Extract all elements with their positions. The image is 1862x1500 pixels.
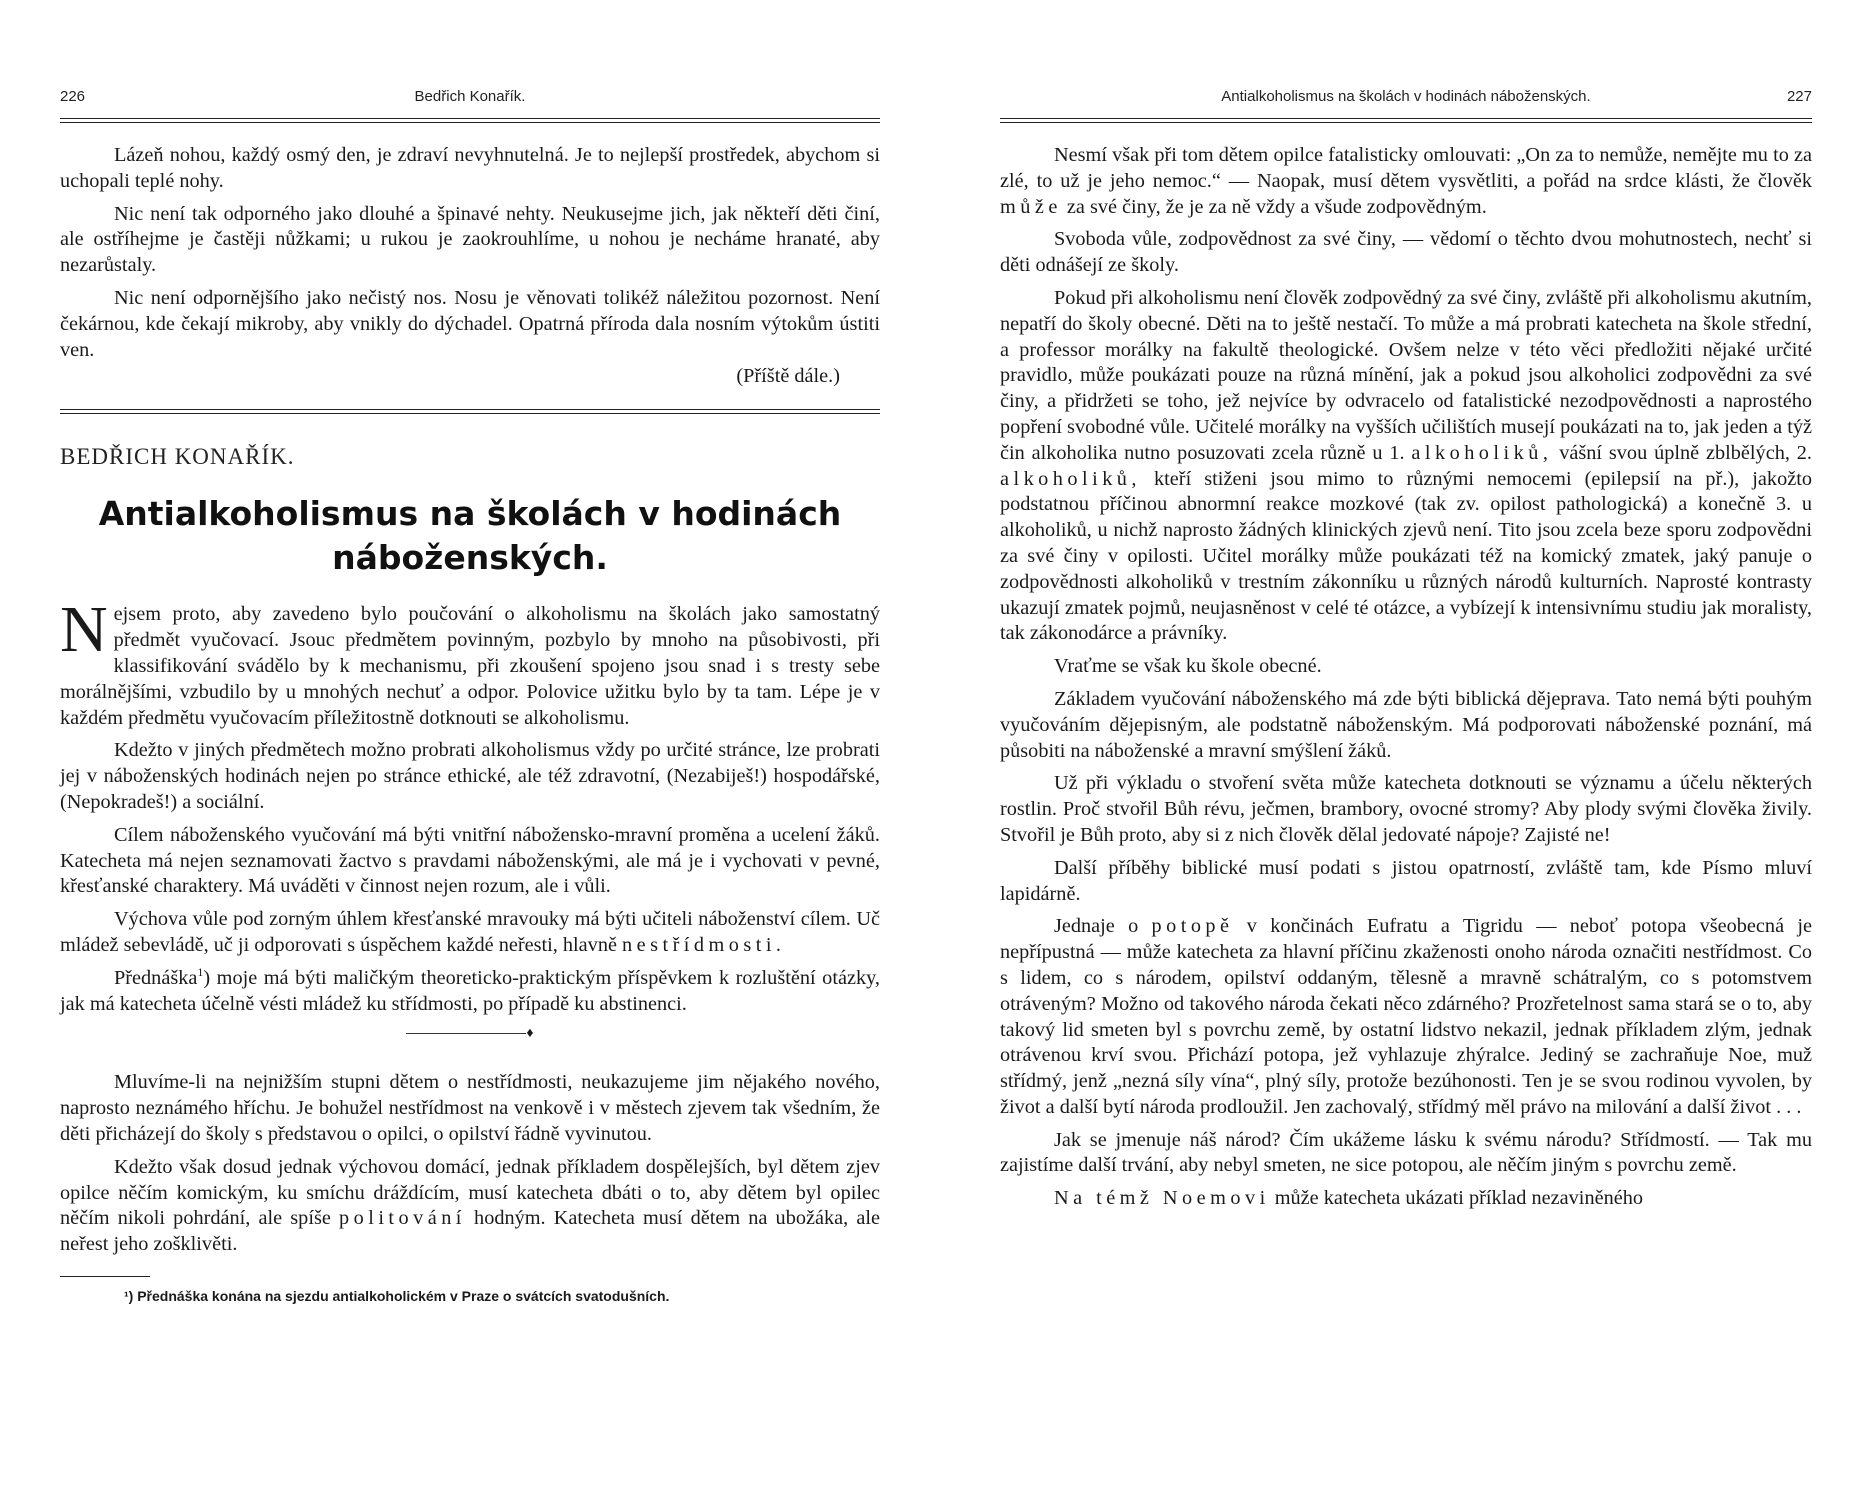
paragraph: Svoboda vůle, zodpovědnost za své činy, — vědomí o těchto dvou mohutnostech, nechť si děti odnášejí ze školy. (1000, 228, 1812, 277)
text-run: Kdežto však dosud jednak výchovou domácí, jednak příkladem dospělejších, byl dětem zjev opilce něčím komickým, ku smíchu dráždícím, musí katecheta dbáti o to, aby dětem byl opilec něčím nikoli pohrdání, ale spíše (60, 1155, 880, 1230)
to-be-continued: (Příště dále.) (736, 365, 840, 388)
left-page (60, 0, 880, 1500)
article-body-right (1000, 143, 1812, 1212)
text-run: Jednaje o (1054, 915, 1152, 938)
text-run: Pokud při alkoholismu není člověk zodpovědný za své činy, zvláště při alkoholismu akutním, nepatří do školy obecné. Děti na to ještě nestačí. To může a má probrati katecheta na škole střední, a professor morálky na fakultě theologické. Ovšem nelze v této věci předložiti nějaké určité pravidlo, může poukázati pouze na různá mínění, jak a pokud jsou alkoholici zodpovědni za své činy, a přidržeti se toho, jež nejvíce by odvracelo od fatalistické nezodpovědnosti a naprostého popření svobodné vůle. Učitelé morálky na vyšších učilištích musejí poukázati na to, jak jeden a týž čin alkoholika nutno posuzovati zcela různě u 1. (1000, 286, 1812, 464)
previous-article-ending (60, 143, 880, 363)
paragraph: Vraťme se však ku škole obecné. (1054, 655, 1322, 678)
text-run: Výchova vůle pod zorným úhlem křesťanské mravouky má býti učiteli náboženství cílem. Uč mládež sebevládě, uč ji odporovati s úspěchem každé neřesti, hlavně (60, 908, 880, 956)
article-author: BEDŘICH KONAŘÍK. (60, 444, 295, 470)
spaced-emphasis: politování (339, 1207, 466, 1230)
text-run: ) moje má býti maličkým theoreticko-praktickým příspěvkem k rozluštění otázky, jak má katecheta účelně vésti mládež ku střídmosti, po případě ku abstinenci. (60, 966, 880, 1015)
paragraph (1000, 914, 1812, 1120)
paragraph: Už při výkladu o stvoření světa může katecheta dotknouti se významu a účelu některých rostlin. Proč stvořil Bůh révu, ječmen, brambory, ovocné stromy? Aby plody svými člověka živily. Stvořil je Bůh proto, aby si z nich člověk dělal jedovaté nápoje? Zajisté ne! (1000, 772, 1812, 846)
text-run: kteří stiženi jsou mimo to různými nemocemi (epilepsií na př.), jakožto podstatnou příčinou abnormní reakce mozkové (tak zv. opilost pathologická) a konečně 3. u alkoholiků, u nichž naprosto žádných klinických zjevů není. Tito jsou zcela beze sporu zodpovědni za své činy v opilosti. Učitel morálky může poukázati též na komický zmatek, jaký panuje o zodpovědnosti alkoholiků v trestním zákonníku u různých národů kulturních. Naprosté kontrasty ukazují zmatek pojmů, neujasněnost v celé té otázce, a vybízejí k intensivnímu studiu jak moralisty, tak zákonodárce a právníky. (1000, 467, 1812, 645)
article-body-left-2 (60, 1070, 880, 1258)
section-ornament: ♦ (60, 1024, 880, 1044)
paragraph: Nic není tak odporného jako dlouhé a špinavé nehty. Neukusejme jich, jak někteří děti činí, ale ostříhejme je častěji nůžkami; u rukou je zaokrouhlíme, u nohou je necháme hranaté, aby nezarůstaly. (60, 202, 880, 277)
right-running-title: Antialkoholismus na školách v hodinách náboženských. (1221, 88, 1591, 105)
spaced-emphasis: alkoholiků, (1411, 441, 1553, 464)
article-body-left (60, 593, 880, 1017)
spaced-emphasis: může (1000, 195, 1062, 218)
first-paragraph (60, 593, 880, 731)
paragraph (60, 966, 880, 1018)
left-running-title: Bedřich Konařík. (414, 88, 526, 105)
text-run: v končinách Eufratu a Tigridu — neboť potopa všeobecná je nepřípustná — může katecheta za hlavní příčinu zkaženosti onoho národa označiti nestřídmost. Co s lidem, co s národem, opilství oddaným, tělesně a mravně schátralým, co s potomstvem otráveným? Možno od takového národa čekati něco zdárného? Prozřetelnost sama stará se o to, aby takový lid smeten byl s povrchu země, by ostatní lidstvo nekazil, jednak příkladem zlým, jednak otrávenou krví svou. Přichází potopa, jež vyhlazuje zhýralce. Jediný se zachraňuje Noe, muž střídmý, jenž „nezná síly vína“, plný síly, protože bezúhonosti. Ten je se svou rodinou vyvolen, by život a další bytí národa prodloužil. Jen zachovalý, střídmý měl právo na milování a další život . . . (1000, 915, 1812, 1118)
paragraph: Cílem náboženského vyučování má býti vnitřní nábožensko-mravní proměna a ucelení žáků. Katecheta má nejen seznamovati žactvo s pravdami náboženskými, ale má je i vychovati v pevné, křesťanské charaktery. Má uváděti v činnost nejen rozum, ale i vůli. (60, 823, 880, 898)
footnote: ¹) Přednáška konána na sjezdu antialkoholickém v Praze o svátcích svatodušních. (124, 1287, 670, 1304)
paragraph: Další příběhy biblické musí podati s jistou opatrností, zvláště tam, kde Písmo mluví lapidárně. (1000, 856, 1812, 905)
text-run: hodným. Katecheta musí dětem na ubožáka, ale neřest jeho zošklivěti. (60, 1207, 880, 1256)
first-paragraph-text: ejsem proto, aby zavedeno bylo poučování o alkoholismu na školách jako samostatný předmět vyučovací. Jsouc předmětem povinným, pozbylo by mnoho na působivosti, při klassifikování svádělo by k mechanismu, při zkoušení spojeno jsou snad i s tresty sebe morálnějšími, vzbudilo by u mnohých nechuť a odpor. Polovice užitku bylo by ta tam. Lépe je v každém předmětu vyučovacím příležitostně dotknouti se alkoholismu. (60, 603, 880, 729)
spaced-emphasis: alkoholiků, (1000, 467, 1141, 490)
text-run: vášní svou úplně zblbělých, 2. (1552, 441, 1812, 464)
text-run: Nesmí však při tom dětem opilce fatalisticky omlouvati: „On za to nemůže, nemějte mu to za zlé, to už je jeho nemoc.“ — Naopak, musí dětem vysvětliti, a pořád na srdce klásti, že člověk (1000, 144, 1812, 192)
spaced-emphasis: potopě (1151, 915, 1234, 938)
footnote-marker: 1 (197, 964, 204, 979)
paragraph: Základem vyučování náboženského má zde býti biblická dějeprava. Tato nemá býti pouhým vyučováním dějepisným, ale podstatně náboženským. Má podporovati náboženské poznání, má působiti na náboženské a mravní smýšlení žáků. (1000, 687, 1812, 762)
paragraph: Nic není odpornějšího jako nečistý nos. Nosu je věnovati tolikéž náležitou pozornost. Není čekárnou, kde čekají mikroby, aby vnikly do dýchadel. Opatrná příroda dala nosním výtokům ústiti ven. (60, 286, 880, 361)
spaced-emphasis: Na témž Noemovi (1054, 1187, 1270, 1210)
header-rule (1000, 118, 1812, 123)
paragraph (1000, 143, 1812, 220)
drop-cap: N (60, 593, 108, 667)
paragraph (1000, 1186, 1812, 1212)
paragraph: Lázeň nohou, každý osmý den, je zdraví nevyhnutelná. Je to nejlepší prostředek, abychom si uchopali teplé nohy. (60, 144, 880, 192)
right-page (1000, 0, 1812, 1500)
text-run: za své činy, že je za ně vždy a všude zodpovědným. (1061, 195, 1487, 218)
footnote-rule (60, 1276, 150, 1277)
text-run: Přednáška (114, 966, 198, 989)
paragraph: Jak se jmenuje náš národ? Čím ukážeme lásku k svému národu? Střídmostí. — Tak mu zajistíme další trvání, aby nebyl smeten, ne sice potopou, ale něčím jiným s povrchu země. (1000, 1128, 1812, 1177)
left-running-head (60, 88, 880, 118)
article-title: Antialkoholismus na školách v hodinách náboženských. (98, 494, 842, 578)
section-divider (60, 409, 880, 414)
text-run: může katecheta ukázati příklad nezaviněného (1269, 1187, 1644, 1210)
paragraph (60, 907, 880, 959)
spaced-emphasis: nestřídmosti. (622, 933, 786, 956)
paragraph (1000, 286, 1812, 647)
header-rule (60, 118, 880, 123)
right-running-head (1000, 88, 1812, 118)
paragraph (60, 1155, 880, 1258)
right-page-number: 227 (1786, 88, 1812, 105)
left-page-number: 226 (60, 88, 86, 105)
paragraph: Mluvíme-li na nejnižším stupni dětem o nestřídmosti, neukazujeme jim nějakého nového, naprosto neznámého hříchu. Je bohužel nestřídmost na venkově i v městech zjevem tak všedním, že děti přicházejí do školy s představou o opilci, o opilství řádně vyvinutou. (60, 1071, 880, 1145)
paragraph: Kdežto v jiných předmětech možno probrati alkoholismus vždy po určité stránce, lze probrati jej v náboženských hodinách nejen po stránce ethické, ale též zdravotní, (Nezabiješ!) hospodářské, (Nepokradeš!) a sociální. (60, 739, 880, 813)
